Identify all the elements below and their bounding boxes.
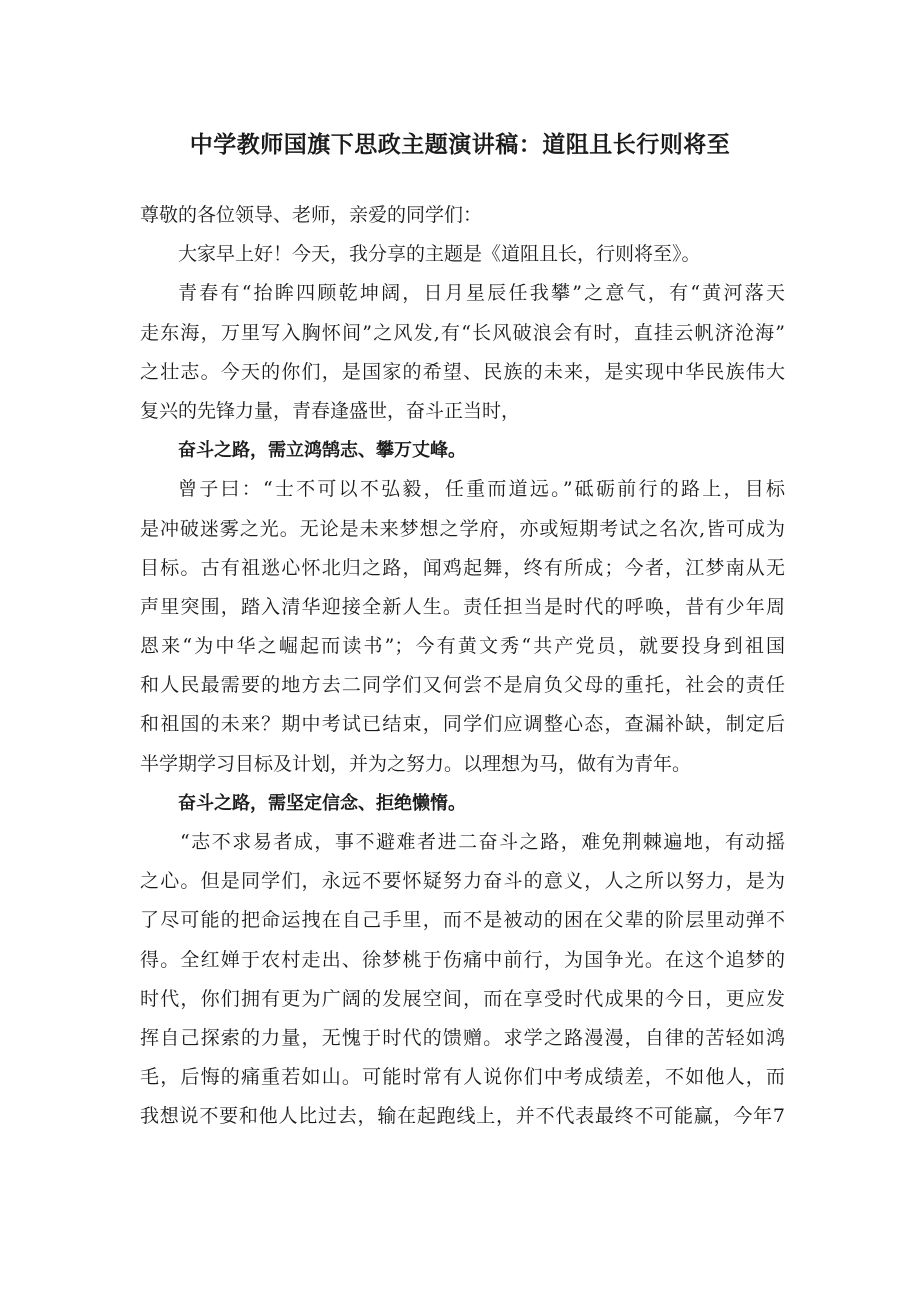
paragraph-line: 和祖国的未来？期中考试已结束，同学们应调整心态，查漏补缺，制定后 (140, 713, 785, 736)
paragraph-line: 恩来“为中华之崛起而读书”；今有黄文秀“共产党员，就要投身到祖国 (140, 635, 785, 658)
paragraph-line: 之壮志。今天的你们，是国家的希望、民族的未来，是实现中华民族伟大 (140, 360, 785, 383)
section-heading: 奋斗之路，需立鸿鹄志、攀万丈峰。 (178, 440, 466, 462)
paragraph-line: “志不求易者成，事不避难者进二奋斗之路，难免荆棘遍地，有动摇 (180, 831, 785, 853)
paragraph-line: 得。全红婵于农村走出、徐梦桃于伤痛中前行，为国争光。在这个追梦的 (140, 948, 785, 971)
paragraph-line: 挥自己探索的力量，无愧于时代的馈赠。求学之路漫漫，自律的苦轻如鸿 (140, 1026, 785, 1049)
paragraph-line: 之心。但是同学们，永远不要怀疑努力奋斗的意义，人之所以努力，是为 (140, 870, 785, 893)
paragraph-line: 我想说不要和他人比过去，输在起跑线上，并不代表最终不可能赢，今年7 (140, 1105, 785, 1128)
paragraph-line: 曾子曰：“士不可以不弘毅，任重而道远。”砥砺前行的路上，目标 (178, 478, 785, 501)
paragraph-line: 走东海，万里写入胸怀间”之风发,有“长风破浪会有时，直挂云帆济沧海” (140, 321, 785, 344)
paragraph-line: 和人民最需要的地方去二同学们又何尝不是肩负父母的重托，社会的责任 (140, 674, 785, 697)
greeting-line: 大家早上好！今天，我分享的主题是《道阻且长，行则将至》。 (178, 243, 701, 266)
document-title: 中学教师国旗下思政主题演讲稿：道阻且长行则将至 (189, 132, 731, 158)
section-heading: 奋斗之路，需坚定信念、拒绝懒惰。 (178, 792, 466, 814)
paragraph-line: 半学期学习目标及计划，并为之努力。以理想为马，做有为青年。 (140, 752, 692, 775)
paragraph-line: 声里突围，踏入清华迎接全新人生。责任担当是时代的呼唤，昔有少年周 (140, 595, 785, 618)
paragraph-line: 青春有“抬眸四顾乾坤阔，日月星辰任我攀”之意气，有“黄河落天 (178, 282, 785, 305)
paragraph-line: 毛，后悔的痛重若如山。可能时常有人说你们中考成绩差，不如他人，而 (140, 1066, 785, 1089)
paragraph-line: 目标。古有祖逖心怀北归之路，闻鸡起舞，终有所成；今者，江梦南从无 (140, 556, 785, 579)
paragraph-line: 复兴的先锋力量，青春逢盛世，奋斗正当时， (140, 399, 521, 422)
paragraph-line: 了尽可能的把命运拽在自己手里，而不是被动的困在父辈的阶层里动弹不 (140, 909, 785, 932)
paragraph-line: 是冲破迷雾之光。无论是未来梦想之学府，亦或短期考试之名次,皆可成为 (140, 517, 785, 540)
paragraph-line: 时代，你们拥有更为广阔的发展空间，而在享受时代成果的今日，更应发 (140, 987, 785, 1010)
document-body (140, 196, 785, 1137)
salutation-line: 尊敬的各位领导、老师，亲爱的同学们： (140, 204, 483, 226)
